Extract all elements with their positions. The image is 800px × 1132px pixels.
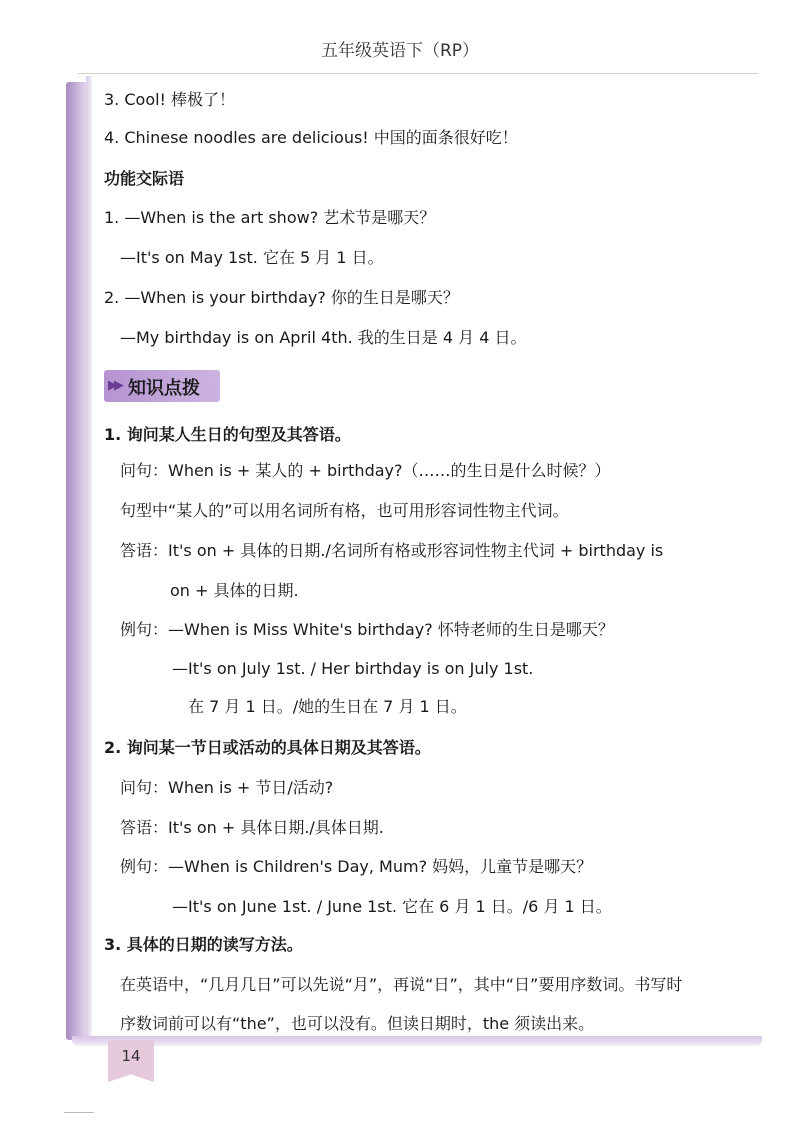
point1-answer-line2: on + 具体的日期. [170, 581, 299, 600]
decorative-side-band [66, 82, 88, 1040]
point1-answer-line1: 答语：It's on + 具体的日期./名词所有格或形容词性物主代词 + birthday is [120, 541, 664, 560]
functional-heading: 功能交际语 [104, 169, 185, 188]
point1-note: 句型中“某人的”可以用名词所有格，也可用形容词性物主代词。 [120, 501, 569, 520]
page-header-title: 五年级英语下（RP） [320, 41, 480, 61]
phrase-item-3: 3. Cool! 棒极了！ [104, 90, 236, 109]
functional-q1: 1. —When is the art show? 艺术节是哪天？ [104, 208, 436, 227]
point2-example-question: 例句：—When is Children's Day, Mum? 妈妈，儿童节是哪天？ [120, 857, 593, 876]
point3-body-line2: 序数词前可以有“the”，也可以没有。但读日期时，the 须读出来。 [120, 1014, 595, 1033]
double-arrow-icon: ▶▶ [108, 378, 120, 393]
decorative-side-band-edge [86, 76, 92, 1044]
functional-a1: —It's on May 1st. 它在 5 月 1 日。 [120, 248, 384, 267]
header-divider [78, 73, 758, 74]
point1-example-answer: —It's on July 1st. / Her birthday is on July 1st. [172, 659, 534, 678]
phrase-item-4: 4. Chinese noodles are delicious! 中国的面条很好吃！ [104, 128, 518, 147]
section-title: 知识点拨 [128, 378, 200, 399]
point2-example-answer: —It's on June 1st. / June 1st. 它在 6 月 1 日。/6 月 1 日。 [172, 897, 612, 916]
point1-example-question: 例句：—When is Miss White's birthday? 怀特老师的生日是哪天？ [120, 620, 614, 639]
point3-body-line1: 在英语中，“几月几日”可以先说“月”，再说“日”，其中“日”要用序数词。书写时 [120, 975, 683, 994]
point2-heading: 2. 询问某一节日或活动的具体日期及其答语。 [104, 738, 431, 757]
footer-mark [64, 1112, 94, 1113]
functional-a2: —My birthday is on April 4th. 我的生日是 4 月 4 日。 [120, 328, 527, 347]
decorative-bottom-band [72, 1036, 762, 1046]
point2-question: 问句：When is + 节日/活动? [120, 778, 334, 797]
point1-example-answer-cn: 在 7 月 1 日。/她的生日在 7 月 1 日。 [188, 697, 467, 716]
point3-heading: 3. 具体的日期的读写方法。 [104, 935, 303, 954]
point1-heading: 1. 询问某人生日的句型及其答语。 [104, 425, 351, 444]
functional-q2: 2. —When is your birthday? 你的生日是哪天？ [104, 288, 459, 307]
point2-answer: 答语：It's on + 具体日期./具体日期. [120, 818, 384, 837]
page-number: 14 [121, 1047, 141, 1065]
point1-question: 问句：When is + 某人的 + birthday?（……的生日是什么时候？） [120, 461, 611, 480]
section-header-knowledge [104, 370, 220, 402]
